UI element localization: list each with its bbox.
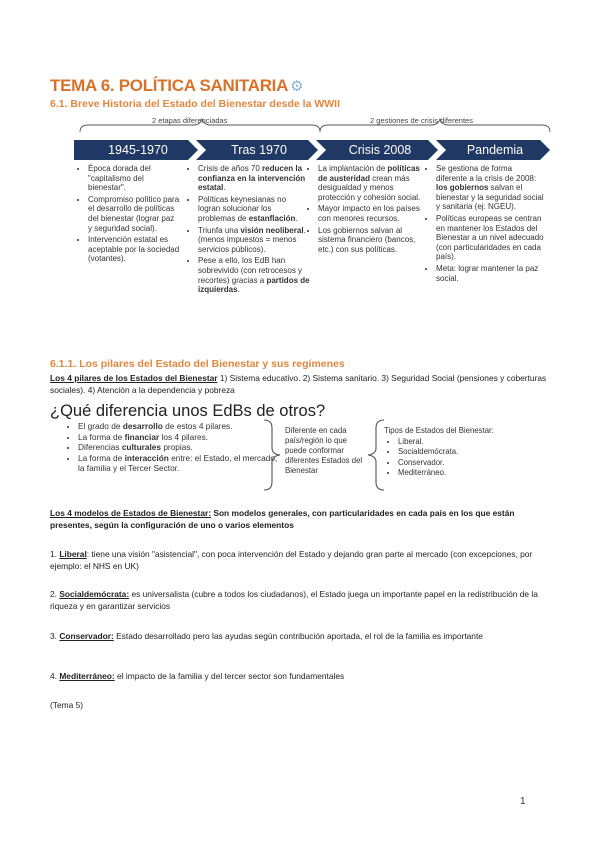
list-item: • La forma de interacción entre: el Estado, el mercado, la familia y el Tercer Sector. — [78, 453, 278, 474]
list-item: • La implantación de políticas de austeridad crean más desigualdad y menos protección y cohesión social. — [318, 164, 424, 202]
tipos-list — [384, 426, 494, 479]
tema-note: (Tema 5) — [50, 700, 84, 710]
model-mediterraneo: 4. Mediterráneo: el impacto de la familia y del tercer sector son fundamentales — [50, 671, 345, 681]
list-item: • Mayor impacto en los países con menores recursos. — [318, 204, 424, 223]
column-crisis-2008 — [306, 164, 424, 256]
list-item: • Triunfa una visión neoliberal. (menos impuestos = menos servicios públicos). — [198, 226, 310, 255]
list-item: • Políticas europeas se centran en mantener los Estados del Bienestar a un nivel adecuado (con particularidades en cada país). — [436, 214, 544, 262]
list-item: • Conservador. — [398, 458, 494, 469]
column-1945-1970 — [76, 164, 180, 266]
list-item: • Liberal. — [398, 437, 494, 448]
list-item: • Socialdemócrata. — [398, 447, 494, 458]
list-item: • Crisis de años 70 reducen la confianza en la intervención estatal. — [198, 164, 310, 193]
list-item: • Diferencias culturales propias. — [78, 442, 278, 453]
list-item: • Compromiso político para el desarrollo de políticas del bienestar (lograr paz y seguridad social). — [88, 195, 180, 233]
list-item: • Pese a ello, los EdB han sobrevivido (con retrocesos y recortes) gracias a partidos de izquierdas. — [198, 256, 310, 294]
middle-note: Diferente en cada país/región lo que puede conformar diferentes Estados del Bienestar — [285, 426, 363, 475]
list-item: • Intervención estatal es aceptable por la sociedad (votantes). — [88, 235, 180, 264]
models-intro: Los 4 modelos de Estados de Bienestar: Son modelos generales, con particularidades en cada país en los que están presentes, según la configuración de uno o varios elementos — [50, 508, 515, 531]
section-heading: 6.1. Breve Historia del Estado del Bienestar desde la WWII — [50, 98, 341, 110]
subsection-heading: 6.1.1. Los pilares del Estado del Bienestar y sus regímenes — [50, 358, 345, 370]
page-title: TEMA 6. POLÍTICA SANITARIA ⚙ — [50, 76, 304, 95]
list-item: • Mediterráneo. — [398, 468, 494, 479]
brace-left-label: 2 etapas diferenciadas — [152, 116, 228, 125]
list-item: • El grado de desarrollo de estos 4 pilares. — [78, 421, 278, 432]
pillars-paragraph: Los 4 pilares de los Estados del Bienestar 1) Sistema educativo. 2) Sistema sanitario. 3) Seguridad Social (pensiones y coberturas sociales). 4) Atención a la dependencia y pobreza — [50, 373, 547, 396]
page-number: 1 — [520, 796, 526, 807]
stage-label-3: Crisis 2008 — [348, 143, 412, 157]
column-tras-1970 — [186, 164, 310, 297]
list-item: • Políticas keynesianas no logran solucionar los problemas de estanflación. — [198, 195, 310, 224]
model-liberal: 1. Liberal: tiene una visión "asistencial", con poca intervención del Estado y dejando gran parte al mercado (con excepciones, por ejemplo: el NHS en UK) — [50, 549, 533, 572]
model-socialdemocrata: 2. Socialdemócrata: es universalista (cubre a todos los ciudadanos), el Estado juega un importante papel en la redistribución de la riqueza y en garantizar servicios — [50, 589, 538, 612]
list-item: • La forma de financiar los 4 pilares. — [78, 432, 278, 443]
stage-label-4: Pandemia — [466, 143, 524, 157]
right-brace — [262, 418, 284, 492]
model-conservador: 3. Conservador: Estado desarrollado pero las ayudas según contribución aportada, el rol de la familia es importante — [50, 631, 483, 641]
stage-label-1: 1945-1970 — [108, 143, 168, 157]
gear-icon: ⚙ — [290, 78, 304, 95]
question-heading: ¿Qué diferencia unos EdBs de otros? — [50, 402, 326, 420]
stage-label-2: Tras 1970 — [231, 143, 287, 157]
list-item: • Se gestiona de forma diferente a la crisis de 2008: los gobiernos salvan el bienestar y la seguridad social y sanitaria (ej: NGEU). — [436, 164, 544, 212]
list-item: • Meta: lograr mantener la paz social. — [436, 264, 544, 283]
differences-list — [68, 421, 278, 474]
column-pandemia — [424, 164, 544, 285]
brace-right-label: 2 gestiones de crisis diferentes — [370, 116, 473, 125]
list-item: • Época dorada del "capitalismo del bienestar". — [88, 164, 180, 193]
timeline-braces — [76, 112, 556, 134]
tipos-title: Tipos de Estados del Bienestar: — [384, 426, 494, 435]
list-item: • Los gobiernos salvan al sistema financiero (bancos, etc.) con sus políticas. — [318, 226, 424, 255]
